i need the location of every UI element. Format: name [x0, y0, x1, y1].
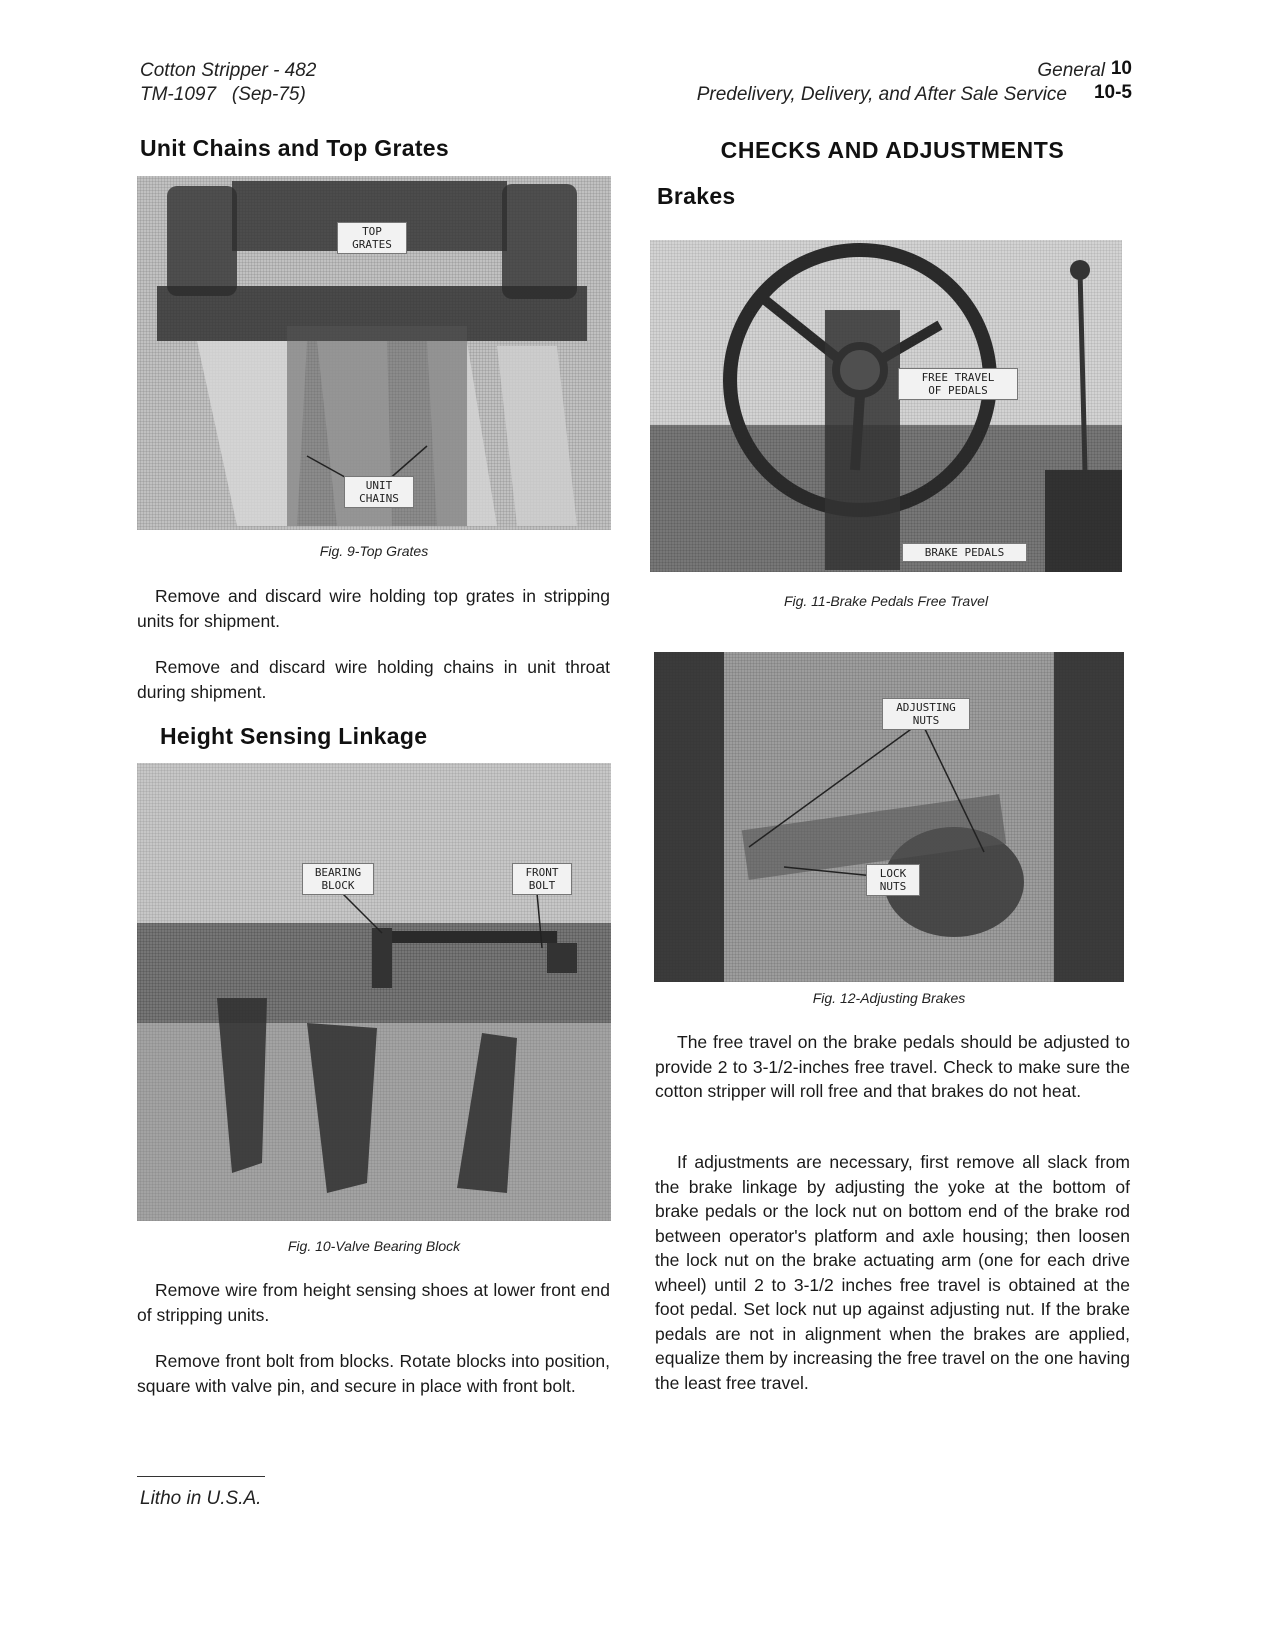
para-front-bolt: Remove front bolt from blocks. Rotate blocks into position, square with valve pin, and secure in place with front bolt.: [137, 1351, 610, 1396]
fig12-callout-lock-nuts: LOCK NUTS: [866, 864, 920, 896]
para-brake-free-travel: The free travel on the brake pedals should be adjusted to provide 2 to 3-1/2-inches free travel. Check to make sure the cotton stripper will roll free and that brakes do not heat.: [655, 1032, 1130, 1101]
fig10-photo: [137, 763, 611, 1221]
footer-litho: Litho in U.S.A.: [140, 1488, 262, 1509]
fig9-caption: Fig. 9-Top Grates: [319, 543, 429, 559]
para-unit-chains: Remove and discard wire holding chains in unit throat during shipment.: [137, 657, 610, 702]
fig10-callout-front-bolt: FRONT BOLT: [512, 863, 572, 895]
header-manual-id: TM-1097 (Sep-75): [140, 84, 306, 105]
section-title-height-sensing: Height Sensing Linkage: [160, 723, 428, 749]
section-title-unit-chains: Unit Chains and Top Grates: [140, 135, 449, 161]
fig9-callout-top-grates: TOP GRATES: [337, 222, 407, 254]
header-section-number: 10: [1110, 58, 1132, 79]
fig11-caption: Fig. 11-Brake Pedals Free Travel: [783, 593, 989, 609]
header-manual-title: Cotton Stripper - 482: [140, 60, 317, 81]
fig11-callout-free-travel: FREE TRAVEL OF PEDALS: [898, 368, 1018, 400]
header-page-number: 10-5: [1093, 82, 1132, 103]
fig12-caption: Fig. 12-Adjusting Brakes: [812, 990, 966, 1006]
header-subsection-name: Predelivery, Delivery, and After Sale Service: [696, 84, 1067, 105]
fig9-photo: [137, 176, 611, 530]
header-section-name: General: [1037, 60, 1105, 81]
para-height-sensing-shoes: Remove wire from height sensing shoes at lower front end of stripping units.: [137, 1280, 610, 1325]
section-title-brakes: Brakes: [657, 183, 736, 209]
fig10-callout-bearing-block: BEARING BLOCK: [302, 863, 374, 895]
fig11-photo: [650, 240, 1122, 572]
fig11-callout-brake-pedals: BRAKE PEDALS: [902, 543, 1027, 562]
fig12-callout-adjusting-nuts: ADJUSTING NUTS: [882, 698, 970, 730]
fig12-photo: [654, 652, 1124, 982]
fig10-caption: Fig. 10-Valve Bearing Block: [287, 1238, 461, 1254]
para-brake-adjustment-procedure: If adjustments are necessary, first remove all slack from the brake linkage by adjusting the yoke at the bottom of brake pedals or the lock nut on bottom end of the brake rod between operator's platform and axle housing; then loosen the lock nut on the brake actuating arm (one for each drive wheel) until 2 to 3-1/2 inches free travel is obtained at the foot pedal. Set lock nut up against adjusting nut. If the brake pedals are not in alignment when the brakes are applied, equalize them by increasing the free travel on the one having the least free travel.: [655, 1152, 1130, 1393]
para-top-grates: Remove and discard wire holding top grates in stripping units for shipment.: [137, 586, 610, 631]
fig9-callout-unit-chains: UNIT CHAINS: [344, 476, 414, 508]
footer-rule: [137, 1476, 265, 1477]
fig11-photo-illustration: [650, 240, 1122, 572]
fig10-photo-illustration: [137, 763, 611, 1221]
main-title-checks: CHECKS AND ADJUSTMENTS: [720, 137, 1065, 163]
